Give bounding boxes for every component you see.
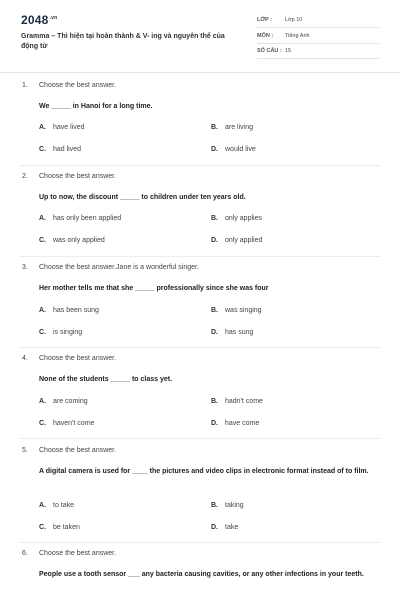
question-number: 5. — [22, 447, 28, 454]
option-b[interactable]: B. hadn't come — [211, 398, 263, 405]
worksheet-title: Gramma – Thì hiện tại hoàn thành & V- ing và nguyên thể của động từ — [21, 33, 225, 50]
option-d[interactable]: D. only applied — [211, 237, 263, 244]
option-c[interactable]: C. had lived — [39, 146, 82, 153]
option-b[interactable]: B. was singing — [211, 307, 262, 314]
worksheet-header — [0, 0, 400, 73]
option-b[interactable]: B. are living — [211, 124, 254, 131]
question-stem: Her mother tells me that she _____ professionally since she was four — [39, 285, 269, 292]
option-d[interactable]: D. has sung — [211, 329, 254, 336]
question-divider — [20, 438, 380, 439]
question-prompt: Choose the best answer. — [39, 355, 117, 362]
question-stem: Up to now, the discount _____ to children under ten years old. — [39, 194, 246, 201]
option-c[interactable]: C. was only applied — [39, 237, 105, 244]
option-a[interactable]: A. to take — [39, 502, 75, 509]
option-a[interactable]: A. have lived — [39, 124, 85, 131]
option-c[interactable]: C. be taken — [39, 524, 80, 531]
option-d[interactable]: D. take — [211, 524, 239, 531]
meta-label: MÔN : — [257, 33, 274, 39]
option-a[interactable]: A. are coming — [39, 398, 88, 405]
question-number: 6. — [22, 550, 28, 557]
option-d[interactable]: D. would live — [211, 146, 256, 153]
question-divider — [20, 165, 380, 166]
question-prompt: Choose the best answer. — [39, 550, 117, 557]
option-c[interactable]: C. haven't come — [39, 420, 95, 427]
question-stem: We _____ in Hanoi for a long time. — [39, 103, 153, 110]
question-stem: People use a tooth sensor ___ any bacteria causing cavities, or any other infections in your teeth. — [39, 571, 364, 578]
option-b[interactable]: B. only applies — [211, 215, 262, 222]
question-number: 2. — [22, 173, 28, 180]
question-prompt: Choose the best answer. — [39, 173, 117, 180]
question-prompt: Choose the best answer. — [39, 447, 117, 454]
question-divider — [20, 347, 380, 348]
meta-value: Tiếng Anh — [285, 33, 310, 39]
question-stem: None of the students _____ to class yet. — [39, 376, 173, 383]
question-number: 1. — [22, 82, 28, 89]
question-prompt: Choose the best answer.Jane is a wonderful singer. — [39, 264, 199, 271]
option-a[interactable]: A. has been sung — [39, 307, 99, 314]
meta-label: LỚP : — [257, 17, 272, 23]
question-number: 3. — [22, 264, 28, 271]
option-a[interactable]: A. has only been applied — [39, 215, 122, 222]
meta-subject — [257, 30, 379, 44]
option-d[interactable]: D. have come — [211, 420, 260, 427]
question-divider — [20, 256, 380, 257]
question-number: 4. — [22, 355, 28, 362]
meta-value: 15 — [285, 48, 292, 54]
meta-class — [257, 14, 379, 28]
question-prompt: Choose the best answer. — [39, 82, 117, 89]
site-logo[interactable]: $2048^{.vn}$ — [21, 13, 58, 27]
question-stem: A digital camera is used for ____ the pictures and video clips in electronic format instead of to film. — [39, 468, 369, 475]
question-divider — [20, 542, 380, 543]
meta-question-count — [257, 45, 379, 59]
meta-label: SỐ CÂU : — [257, 48, 282, 54]
meta-value: Lớp 10 — [285, 17, 303, 23]
option-c[interactable]: C. is singing — [39, 329, 83, 336]
option-b[interactable]: B. taking — [211, 502, 244, 509]
